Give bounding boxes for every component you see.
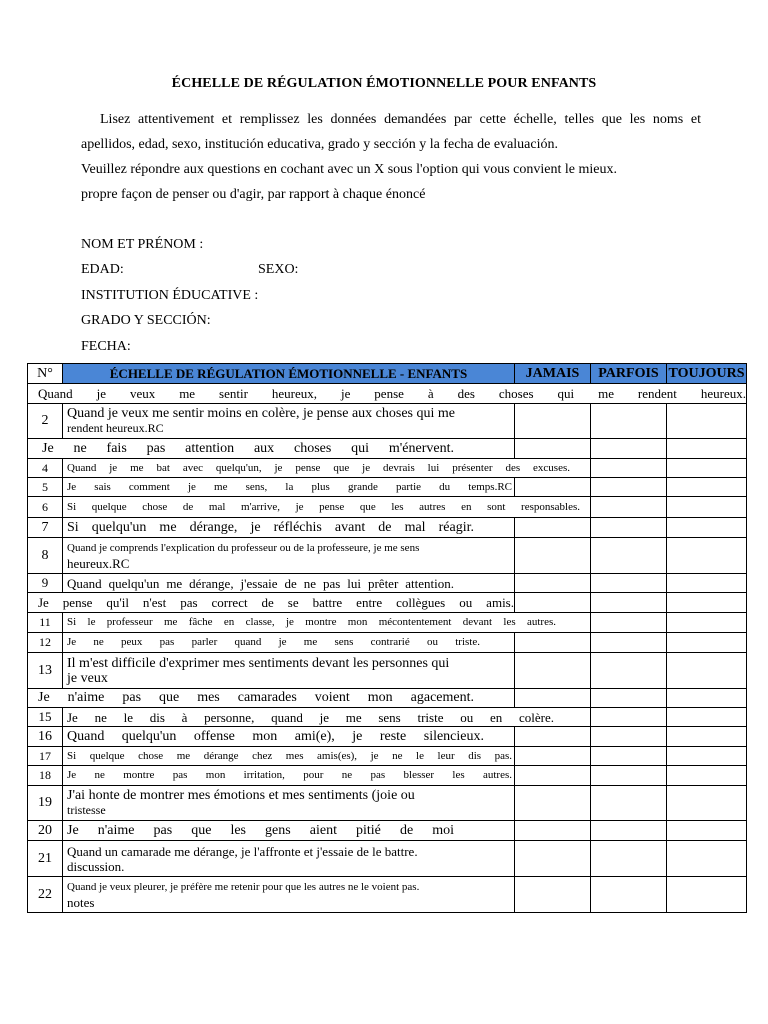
answer-cell-jamais[interactable] (515, 518, 591, 538)
table-row (28, 613, 747, 633)
item-number: 11 (28, 613, 63, 633)
intro-line-3: Veuillez répondre aux questions en cochant avec un X sous l'option qui vous convient le mieux. (81, 162, 617, 177)
table-row (28, 384, 747, 404)
answer-cell-parfois[interactable] (591, 497, 667, 518)
field-grade-label: GRADO Y SECCIÓN: (81, 313, 211, 328)
item-number: 13 (28, 653, 63, 689)
answer-cell-parfois[interactable] (591, 633, 667, 653)
item-text (63, 653, 515, 689)
item-number: 19 (28, 786, 63, 821)
item-text: Quand quelqu'un offense mon ami(e), je reste silencieux. (63, 727, 515, 747)
field-name-label: NOM ET PRÉNOM : (81, 237, 204, 252)
table-row (28, 497, 747, 518)
header-scale-title: ÉCHELLE DE RÉGULATION ÉMOTIONNELLE - ENFANTS (63, 364, 515, 384)
answer-cell-toujours[interactable] (667, 766, 747, 786)
item-number: 8 (28, 538, 63, 574)
header-number: N° (28, 364, 63, 384)
table-row (28, 459, 747, 478)
item-text (63, 841, 515, 877)
item-text: Quand je me bat avec quelqu'un, je pense que je devrais lui présenter des excuses. (63, 459, 591, 478)
scale-table (27, 363, 747, 913)
answer-cell-toujours[interactable] (667, 708, 747, 727)
field-institution-label: INSTITUTION ÉDUCATIVE : (81, 288, 259, 303)
table-row (28, 633, 747, 653)
answer-cell-parfois[interactable] (591, 439, 667, 459)
item-number: 21 (28, 841, 63, 877)
item-number: 6 (28, 497, 63, 518)
item-text: Je sais comment je me sens, la plus grande partie du temps.RC (63, 478, 515, 497)
answer-cell-parfois[interactable] (591, 841, 667, 877)
header-option-toujours: TOUJOURS (667, 364, 747, 384)
answer-cell-parfois[interactable] (591, 689, 667, 708)
answer-cell-parfois[interactable] (591, 821, 667, 841)
table-row (28, 404, 747, 439)
item-number: 22 (28, 877, 63, 913)
item-text-line-1: Quand un camarade me dérange, je l'affronte et j'essaie de le battre. (67, 843, 418, 859)
answer-cell-toujours[interactable] (667, 633, 747, 653)
item-text: Je n'aime pas que les gens aient pitié de moi (63, 821, 515, 841)
field-sex-label: SEXO: (258, 262, 299, 277)
answer-cell-jamais[interactable] (515, 478, 591, 497)
item-number: 7 (28, 518, 63, 538)
item-text (63, 404, 515, 439)
answer-cell-jamais[interactable] (515, 653, 591, 689)
table-row (28, 708, 747, 727)
table-row (28, 786, 747, 821)
answer-cell-jamais[interactable] (515, 404, 591, 439)
answer-cell-parfois[interactable] (591, 518, 667, 538)
answer-cell-toujours[interactable] (667, 786, 747, 821)
item-text (63, 877, 515, 913)
item-number: 5 (28, 478, 63, 497)
item-text: Je ne peux pas parler quand je me sens contrarié ou triste. (63, 633, 515, 653)
answer-cell-toujours[interactable] (667, 459, 747, 478)
answer-cell-toujours[interactable] (667, 689, 747, 708)
answer-cell-jamais[interactable] (515, 593, 591, 613)
answer-cell-toujours[interactable] (667, 538, 747, 574)
answer-cell-toujours[interactable] (667, 478, 747, 497)
answer-cell-parfois[interactable] (591, 766, 667, 786)
answer-cell-parfois[interactable] (591, 478, 667, 497)
answer-cell-parfois[interactable] (591, 404, 667, 439)
item-text-line-2: tristesse (67, 803, 106, 817)
item-text-line-1: Il m'est difficile d'exprimer mes sentiments devant les personnes qui (67, 655, 450, 671)
document-title: ÉCHELLE DE RÉGULATION ÉMOTIONNELLE POUR ENFANTS (171, 76, 597, 91)
item-text: Si quelque chose me dérange chez mes amis(es), je ne le leur dis pas. (63, 747, 515, 766)
answer-cell-toujours[interactable] (667, 439, 747, 459)
answer-cell-toujours[interactable] (667, 653, 747, 689)
item-text-line-2: rendent heureux.RC (67, 421, 164, 435)
answer-cell-jamais[interactable] (515, 841, 591, 877)
answer-cell-parfois[interactable] (591, 786, 667, 821)
table-row (28, 478, 747, 497)
table-row (28, 766, 747, 786)
item-text: Je ne montre pas mon irritation, pour ne pas blesser les autres. (63, 766, 515, 786)
answer-cell-toujours[interactable] (667, 727, 747, 747)
answer-cell-jamais[interactable] (515, 538, 591, 574)
table-row (28, 689, 747, 708)
item-number: 20 (28, 821, 63, 841)
answer-cell-jamais[interactable] (515, 877, 591, 913)
field-age-label: EDAD: (81, 262, 124, 277)
intro-paragraph (81, 107, 701, 207)
table-row (28, 821, 747, 841)
intro-line-4: propre façon de penser ou d'agir, par rapport à chaque énoncé (81, 187, 426, 202)
answer-cell-jamais[interactable] (515, 766, 591, 786)
header-option-jamais: JAMAIS (515, 364, 591, 384)
answer-cell-toujours[interactable] (667, 613, 747, 633)
item-text: Je ne fais pas attention aux choses qui m'énervent. (28, 439, 515, 459)
item-text: Je n'aime pas que mes camarades voient mon agacement. (28, 689, 515, 708)
item-number: 15 (28, 708, 63, 727)
item-number: 12 (28, 633, 63, 653)
field-date-label: FECHA: (81, 339, 131, 354)
header-option-parfois: PARFOIS (591, 364, 667, 384)
answer-cell-jamais[interactable] (515, 821, 591, 841)
answer-cell-parfois[interactable] (591, 727, 667, 747)
answer-cell-parfois[interactable] (591, 593, 667, 613)
item-text: Si quelqu'un me dérange, je réfléchis avant de mal réagir. (63, 518, 515, 538)
answer-cell-parfois[interactable] (591, 613, 667, 633)
table-row (28, 574, 747, 593)
answer-cell-jamais[interactable] (515, 633, 591, 653)
answer-cell-jamais[interactable] (515, 439, 591, 459)
item-text-line-2: discussion. (67, 858, 125, 874)
item-text-line-2: notes (67, 894, 95, 910)
item-text: Quand quelqu'un me dérange, j'essaie de ne pas lui prêter attention. (63, 574, 515, 593)
answer-cell-toujours[interactable] (667, 841, 747, 877)
item-text-line-1: J'ai honte de montrer mes émotions et mes sentiments (joie ou (67, 788, 415, 803)
table-row (28, 439, 747, 459)
answer-cell-toujours[interactable] (667, 593, 747, 613)
item-number: 4 (28, 459, 63, 478)
table-row (28, 538, 747, 574)
answer-cell-toujours[interactable] (667, 518, 747, 538)
table-row (28, 593, 747, 613)
answer-cell-parfois[interactable] (591, 653, 667, 689)
answer-cell-toujours[interactable] (667, 404, 747, 439)
answer-cell-jamais[interactable] (515, 574, 591, 593)
intro-line-2: apellidos, edad, sexo, institución educativa, grado y sección y la fecha de evaluación. (81, 137, 558, 152)
answer-cell-parfois[interactable] (591, 708, 667, 727)
item-text-line-2: je veux (67, 670, 108, 686)
answer-cell-parfois[interactable] (591, 574, 667, 593)
item-number: 2 (28, 404, 63, 439)
item-number: 9 (28, 574, 63, 593)
item-number: 17 (28, 747, 63, 766)
table-row (28, 747, 747, 766)
answer-cell-jamais[interactable] (515, 747, 591, 766)
item-text-line-1: Quand je veux me sentir moins en colère, je pense aux choses qui me (67, 406, 455, 421)
intro-line-1: Lisez attentivement et remplissez les données demandées par cette échelle, telles que les noms et (100, 112, 701, 127)
answer-cell-jamais[interactable] (515, 727, 591, 747)
item-text: Je pense qu'il n'est pas correct de se battre entre collègues ou amis. (28, 593, 515, 613)
answer-cell-jamais[interactable] (515, 689, 591, 708)
item-text: Quand je veux me sentir heureux, je pense à des choses qui me rendent heureux. (28, 384, 747, 404)
answer-cell-parfois[interactable] (591, 459, 667, 478)
table-row (28, 653, 747, 689)
answer-cell-toujours[interactable] (667, 747, 747, 766)
answer-cell-parfois[interactable] (591, 538, 667, 574)
item-text-line-2: heureux.RC (67, 555, 130, 571)
item-number: 16 (28, 727, 63, 747)
item-number: 18 (28, 766, 63, 786)
answer-cell-toujours[interactable] (667, 497, 747, 518)
item-text: Si le professeur me fâche en classe, je montre mon mécontentement devant les autres. (63, 613, 591, 633)
table-row (28, 518, 747, 538)
table-row (28, 727, 747, 747)
item-text-line-1: Quand je veux pleurer, je préfère me retenir pour que les autres ne le voient pas. (67, 880, 420, 893)
answer-cell-toujours[interactable] (667, 574, 747, 593)
answer-cell-toujours[interactable] (667, 821, 747, 841)
answer-cell-parfois[interactable] (591, 747, 667, 766)
item-text-line-1: Quand je comprends l'explication du professeur ou de la professeure, je me sens (67, 541, 420, 554)
item-text: Si quelque chose de mal m'arrive, je pense que les autres en sont responsables. (63, 497, 591, 518)
table-row (28, 841, 747, 877)
answer-cell-parfois[interactable] (591, 877, 667, 913)
answer-cell-jamais[interactable] (515, 786, 591, 821)
item-text: Je ne le dis à personne, quand je me sens triste ou en colère. (63, 708, 591, 727)
item-text (63, 538, 515, 574)
answer-cell-toujours[interactable] (667, 877, 747, 913)
item-text (63, 786, 515, 821)
table-row (28, 877, 747, 913)
